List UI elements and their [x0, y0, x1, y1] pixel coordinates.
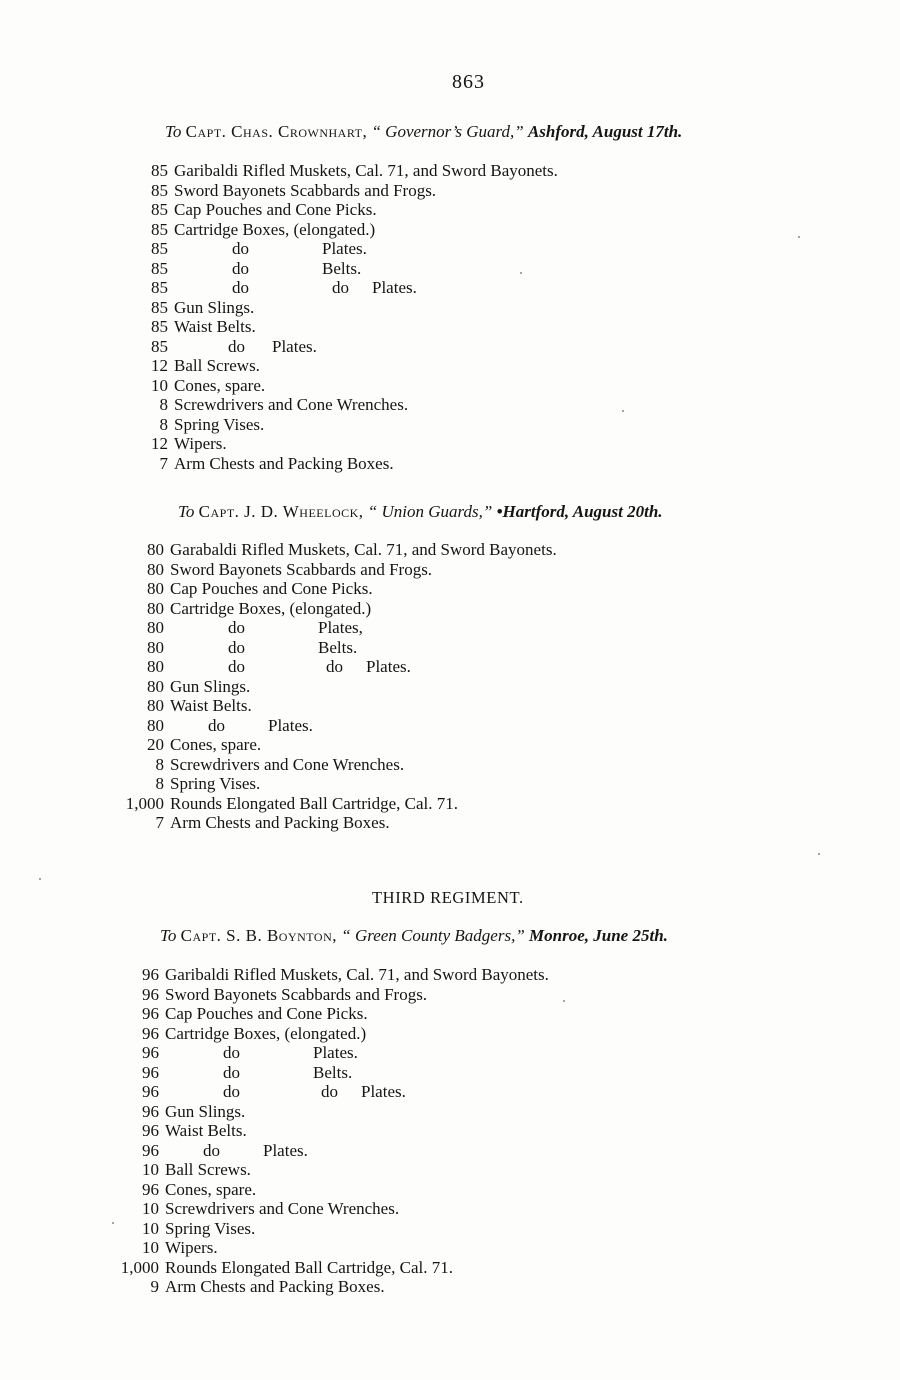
item-description: Waist Belts. — [174, 317, 256, 336]
item-description: Screwdrivers and Cone Wrenches. — [165, 1199, 400, 1218]
item-quantity: 96 — [142, 1179, 159, 1199]
item-description: Plates. — [366, 657, 411, 676]
heading-place-date: Ashford, August 17th. — [527, 122, 683, 141]
print-speck — [818, 853, 820, 855]
item-description: Ball Screws. — [174, 356, 260, 375]
item-quantity: 8 — [159, 395, 168, 414]
item-description: Plates, — [318, 618, 363, 637]
item-quantity: 96 — [142, 1121, 159, 1140]
item-description: Sword Bayonets Scabbards and Frogs. — [174, 180, 437, 200]
item-quantity: 80 — [147, 696, 164, 715]
ditto-mark: do — [321, 1082, 338, 1101]
heading-place-date: •Hartford, August 20th. — [496, 502, 663, 521]
item-description: Arm Chests and Packing Boxes. — [165, 1277, 385, 1296]
item-description: Plates. — [322, 239, 367, 258]
item-quantity: 85 — [151, 258, 168, 278]
ditto-mark: do — [203, 1140, 220, 1160]
item-quantity: 96 — [142, 1023, 159, 1043]
item-quantity: 96 — [142, 1101, 159, 1121]
item-description: Spring Vises. — [174, 414, 265, 434]
item-description: Plates. — [263, 1140, 308, 1160]
item-description: Wipers. — [165, 1238, 218, 1257]
item-description: Garabaldi Rifled Muskets, Cal. 71, and Sword Bayonets. — [170, 540, 557, 559]
item-quantity: 10 — [142, 1160, 159, 1179]
item-quantity: 85 — [151, 180, 168, 200]
item-quantity: 10 — [142, 1218, 159, 1238]
item-quantity: 85 — [151, 239, 168, 258]
item-description: Plates. — [372, 278, 417, 297]
heading-unit: “ Green County Badgers,” — [341, 926, 525, 945]
section-heading-1 — [165, 122, 682, 142]
item-quantity: 96 — [142, 1004, 159, 1023]
print-speck — [39, 878, 41, 880]
item-description: Cap Pouches and Cone Picks. — [165, 1004, 368, 1023]
heading-rank-name: Capt. J. D. Wheelock, — [198, 502, 364, 521]
item-description: Belts. — [318, 637, 358, 657]
item-quantity: 1,000 — [120, 1257, 159, 1277]
item-quantity: 12 — [151, 434, 168, 453]
item-description: Cones, spare. — [165, 1179, 257, 1199]
item-description: Arm Chests and Packing Boxes. — [174, 453, 394, 473]
item-description: Cartridge Boxes, (elongated.) — [165, 1023, 367, 1043]
ditto-mark: do — [232, 278, 249, 297]
item-quantity: 10 — [151, 375, 168, 395]
section-heading-2 — [178, 502, 663, 522]
item-description: Garibaldi Rifled Muskets, Cal. 71, and Sword Bayonets. — [165, 965, 549, 984]
item-description: Cap Pouches and Cone Picks. — [170, 579, 373, 598]
item-quantity: 96 — [142, 965, 159, 984]
ditto-mark: do — [208, 715, 225, 735]
item-description: Belts. — [322, 258, 362, 278]
item-quantity: 80 — [147, 559, 164, 579]
item-quantity: 20 — [147, 735, 164, 754]
item-description: Screwdrivers and Cone Wrenches. — [170, 754, 405, 774]
ditto-mark: do — [326, 657, 343, 676]
ditto-mark: do — [332, 278, 349, 297]
item-quantity: 96 — [142, 1043, 159, 1062]
item-description: Spring Vises. — [165, 1218, 256, 1238]
item-description: Waist Belts. — [170, 696, 252, 715]
item-description: Plates. — [313, 1043, 358, 1062]
item-description: Sword Bayonets Scabbards and Frogs. — [165, 984, 428, 1004]
item-quantity: 80 — [147, 540, 164, 559]
item-description: Arm Chests and Packing Boxes. — [170, 813, 390, 832]
item-quantity: 85 — [151, 297, 168, 317]
item-description: Cones, spare. — [170, 735, 262, 754]
item-description: Screwdrivers and Cone Wrenches. — [174, 395, 409, 414]
heading-to: To — [160, 926, 177, 945]
regiment-title: THIRD REGIMENT. — [372, 888, 524, 907]
item-description: Gun Slings. — [165, 1101, 246, 1121]
item-description: Gun Slings. — [170, 676, 251, 696]
ditto-mark: do — [228, 637, 245, 657]
item-quantity: 10 — [142, 1199, 159, 1218]
item-description: Cones, spare. — [174, 375, 266, 395]
print-speck — [112, 1222, 114, 1224]
ditto-mark: do — [228, 618, 245, 637]
item-description: Sword Bayonets Scabbards and Frogs. — [170, 559, 433, 579]
item-quantity: 80 — [147, 676, 164, 696]
item-quantity: 8 — [159, 414, 168, 434]
print-speck — [622, 410, 624, 412]
item-quantity: 85 — [151, 278, 168, 297]
print-speck — [520, 272, 522, 274]
ditto-mark: do — [228, 657, 245, 676]
item-quantity: 96 — [142, 1140, 159, 1160]
item-quantity: 7 — [159, 453, 168, 473]
heading-unit: “ Union Guards,” — [367, 502, 493, 521]
item-description: Waist Belts. — [165, 1121, 247, 1140]
page-number: 863 — [452, 71, 485, 93]
item-description: Rounds Elongated Ball Cartridge, Cal. 71. — [170, 793, 459, 813]
item-description: Spring Vises. — [170, 774, 261, 793]
item-description: Plates. — [268, 715, 313, 735]
heading-place-date: Monroe, June 25th. — [529, 926, 668, 945]
item-description: Rounds Elongated Ball Cartridge, Cal. 71. — [165, 1257, 454, 1277]
ditto-mark: do — [223, 1043, 240, 1062]
heading-to: To — [165, 122, 182, 141]
item-quantity: 80 — [147, 657, 164, 676]
item-description: Plates. — [272, 336, 317, 356]
item-description: Cartridge Boxes, (elongated.) — [174, 219, 376, 239]
item-quantity: 85 — [151, 200, 168, 219]
ditto-mark: do — [228, 336, 245, 356]
item-quantity: 96 — [142, 1062, 159, 1082]
item-quantity: 80 — [147, 598, 164, 618]
item-description: Wipers. — [174, 434, 227, 453]
ditto-mark: do — [223, 1062, 240, 1082]
ditto-mark: do — [232, 258, 249, 278]
item-description: Belts. — [313, 1062, 353, 1082]
ditto-mark: do — [232, 239, 249, 258]
item-description: Garibaldi Rifled Muskets, Cal. 71, and Sword Bayonets. — [174, 161, 558, 180]
item-quantity: 80 — [147, 618, 164, 637]
item-quantity: 96 — [142, 984, 159, 1004]
item-quantity: 8 — [155, 754, 164, 774]
item-quantity: 7 — [155, 813, 164, 832]
print-speck — [563, 1000, 565, 1002]
heading-rank-name: Capt. Chas. Crownhart, — [185, 122, 368, 141]
item-quantity: 80 — [147, 579, 164, 598]
item-description: Plates. — [361, 1082, 406, 1101]
item-description: Gun Slings. — [174, 297, 255, 317]
item-quantity: 10 — [142, 1238, 159, 1257]
section-heading-3 — [160, 926, 668, 946]
item-quantity: 85 — [151, 161, 168, 180]
item-quantity: 80 — [147, 715, 164, 735]
heading-unit: “ Governor’s Guard,” — [371, 122, 524, 141]
item-description: Cap Pouches and Cone Picks. — [174, 200, 377, 219]
item-quantity: 12 — [151, 356, 168, 375]
heading-rank-name: Capt. S. B. Boynton, — [180, 926, 337, 945]
item-quantity: 85 — [151, 317, 168, 336]
item-quantity: 96 — [142, 1082, 159, 1101]
item-quantity: 9 — [150, 1277, 159, 1296]
item-quantity: 1,000 — [125, 793, 164, 813]
print-speck — [798, 236, 800, 238]
item-quantity: 8 — [155, 774, 164, 793]
heading-to: To — [178, 502, 195, 521]
item-quantity: 85 — [151, 219, 168, 239]
item-quantity: 85 — [151, 336, 168, 356]
item-description: Ball Screws. — [165, 1160, 251, 1179]
item-description: Cartridge Boxes, (elongated.) — [170, 598, 372, 618]
item-quantity: 80 — [147, 637, 164, 657]
ditto-mark: do — [223, 1082, 240, 1101]
